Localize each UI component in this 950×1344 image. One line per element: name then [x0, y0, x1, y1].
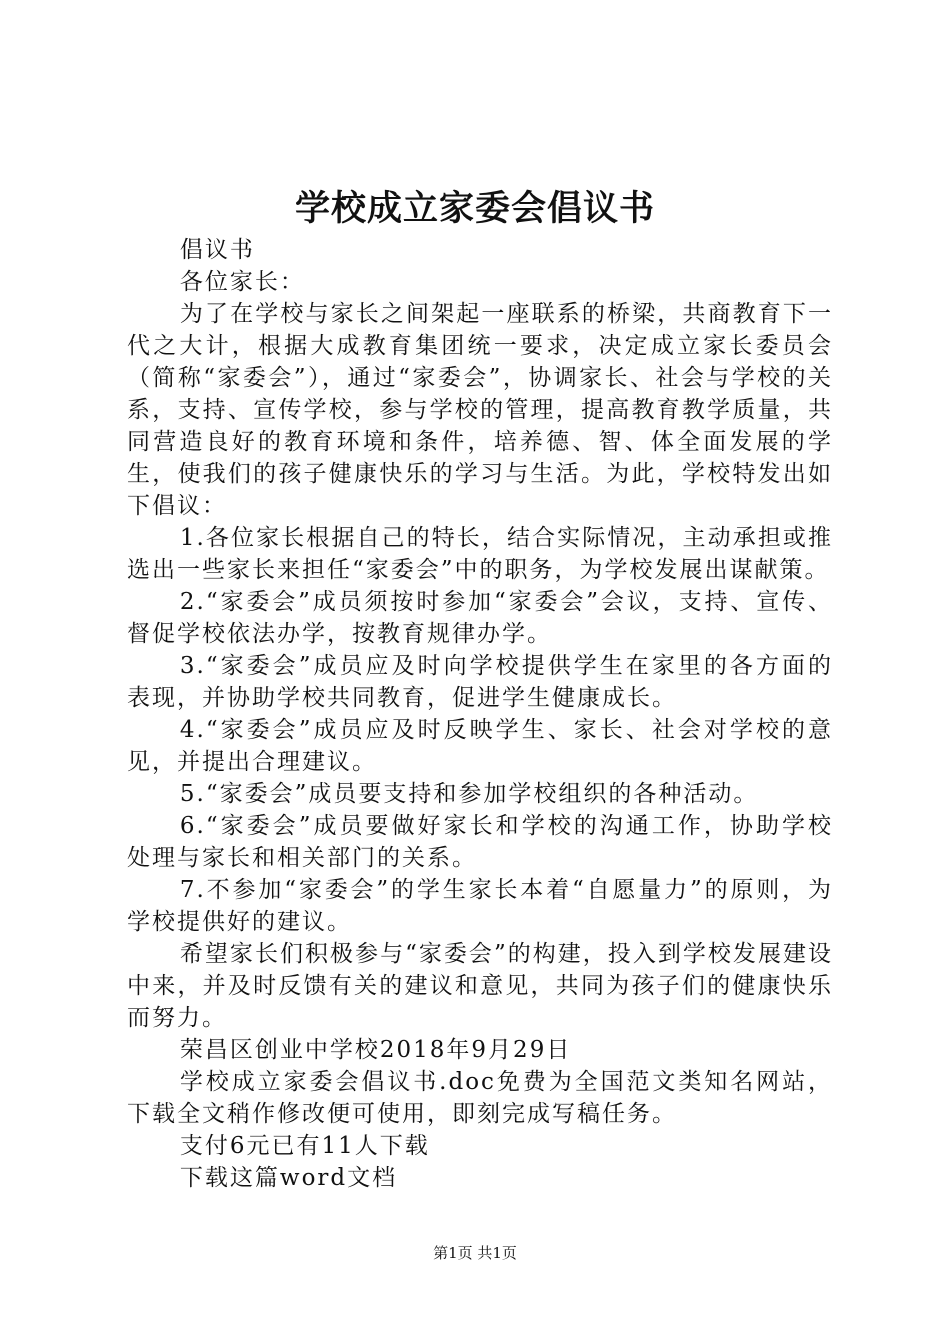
- paragraph-item-2: 2.“家委会”成员须按时参加“家委会”会议，支持、宣传、督促学校依法办学，按教育规律办学。: [127, 589, 833, 647]
- paragraph-closing: 希望家长们积极参与“家委会”的构建，投入到学校发展建设中来，并及时反馈有关的建议和意见，共同为孩子们的健康快乐而努力。: [127, 941, 833, 1031]
- download-count-text: 支付6元已有11人下载: [179, 1133, 430, 1159]
- paragraph-salutation: 各位家长：: [179, 269, 305, 295]
- paragraph-item-3: 3.“家委会”成员应及时向学校提供学生在家里的各方面的表现，并协助学校共同教育，促进学生健康成长。: [127, 653, 833, 711]
- paragraph-item-4: 4.“家委会”成员应及时反映学生、家长、社会对学校的意见，并提出合理建议。: [127, 717, 833, 775]
- paragraph-item-1: 1.各位家长根据自己的特长，结合实际情况，主动承担或推选出一些家长来担任“家委会”中的职务，为学校发展出谋献策。: [127, 525, 833, 583]
- paragraph-site-notice: 学校成立家委会倡议书.doc免费为全国范文类知名网站，下载全文稍作修改便可使用，即刻完成写稿任务。: [127, 1069, 833, 1127]
- paragraph-item-7: 7.不参加“家委会”的学生家长本着“自愿量力”的原则，为学校提供好的建议。: [127, 877, 833, 935]
- download-word-link[interactable]: 下载这篇word文档: [179, 1165, 398, 1191]
- page-footer: 第1页 共1页: [433, 1244, 517, 1262]
- paragraph-intro: 为了在学校与家长之间架起一座联系的桥梁，共商教育下一代之大计，根据大成教育集团统一要求，决定成立家长委员会（简称“家委会”），通过“家委会”，协调家长、社会与学校的关系，支持、宣传学校，参与学校的管理，提高教育教学质量，共同营造良好的教育环境和条件，培养德、智、体全面发展的学生，使我们的孩子健康快乐的学习与生活。为此，学校特发出如下倡议：: [127, 301, 833, 519]
- document-body: [127, 234, 833, 1194]
- document-title: 学校成立家委会倡议书: [294, 188, 655, 229]
- paragraph-item-5: 5.“家委会”成员要支持和参加学校组织的各种活动。: [179, 781, 759, 807]
- paragraph-signature: 荣昌区创业中学校2018年9月29日: [179, 1037, 572, 1063]
- paragraph-item-6: 6.“家委会”成员要做好家长和学校的沟通工作，协助学校处理与家长和相关部门的关系。: [127, 813, 833, 871]
- paragraph-heading: 倡议书: [179, 237, 255, 263]
